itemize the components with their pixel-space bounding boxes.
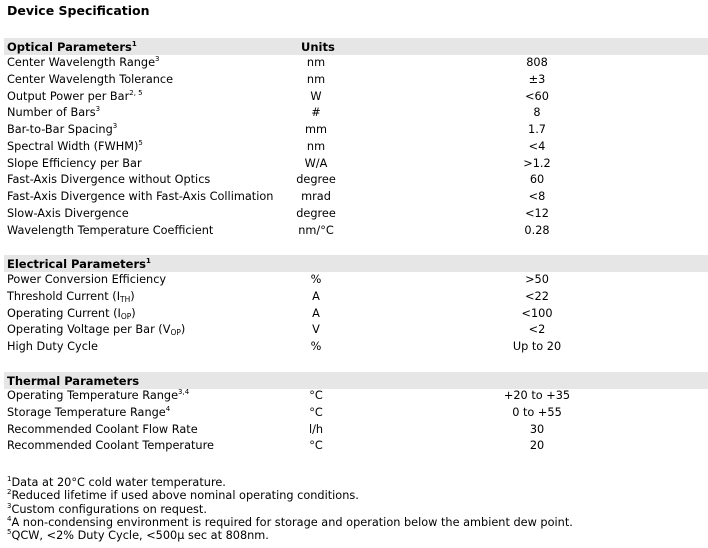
parameter-value: <8 bbox=[528, 190, 546, 203]
parameter-name bbox=[7, 190, 273, 203]
footnote-text: A non-condensing environment is required for storage and operation below the ambient dew point. bbox=[11, 515, 573, 529]
parameter-name bbox=[7, 406, 170, 419]
units-column-header: Units bbox=[301, 40, 335, 54]
section-title: Optical Parameters$^1$ bbox=[7, 40, 137, 54]
parameter-value: >50 bbox=[525, 273, 549, 286]
parameter-name bbox=[7, 90, 143, 103]
parameter-value: 808 bbox=[526, 56, 548, 69]
parameter-name bbox=[7, 307, 136, 320]
parameter-value: >1.2 bbox=[523, 156, 551, 170]
footnote-ref: 2, 5 bbox=[129, 88, 143, 97]
parameter-name bbox=[7, 73, 173, 86]
table-row bbox=[4, 272, 708, 288]
parameter-label: Spectral Width (FWHM) bbox=[7, 139, 139, 153]
parameter-value: 30 bbox=[529, 422, 545, 436]
parameter-label: Fast-Axis Divergence without Optics bbox=[7, 173, 211, 187]
footnote bbox=[7, 489, 359, 502]
footnote bbox=[7, 503, 207, 516]
footnote-ref: 4 bbox=[165, 404, 171, 413]
parameter-unit: W/A bbox=[304, 156, 328, 170]
parameter-name bbox=[7, 173, 210, 186]
parameter-label: Slow-Axis Divergence bbox=[7, 206, 129, 220]
parameter-unit: % bbox=[310, 273, 322, 286]
footnote-text: Custom configurations on request. bbox=[11, 502, 207, 516]
parameter-label: Recommended Coolant Temperature bbox=[7, 439, 214, 453]
parameter-unit: V bbox=[312, 323, 320, 337]
parameter-name bbox=[7, 123, 117, 136]
table-row bbox=[4, 189, 708, 205]
table-row bbox=[4, 139, 708, 155]
table-row bbox=[4, 72, 708, 88]
parameter-label: Recommended Coolant Flow Rate bbox=[7, 422, 198, 436]
parameter-label: Bar-to-Bar Spacing bbox=[7, 123, 113, 136]
parameter-unit: nm bbox=[306, 72, 326, 86]
parameter-name bbox=[7, 207, 129, 220]
table-row bbox=[4, 89, 708, 105]
footnote bbox=[7, 476, 226, 489]
parameter-label: Operating Voltage per Bar (V bbox=[7, 323, 171, 337]
footnote-ref: 3 bbox=[155, 55, 160, 63]
parameter-label: Operating Temperature Range bbox=[7, 389, 179, 402]
parameter-suffix: ) bbox=[130, 289, 135, 303]
parameter-name bbox=[7, 323, 185, 336]
parameter-value: <22 bbox=[525, 289, 549, 303]
table-row bbox=[4, 223, 708, 239]
parameter-label: Threshold Current (I bbox=[7, 289, 121, 303]
footnote-ref: 5 bbox=[138, 138, 143, 147]
parameter-unit: nm bbox=[306, 56, 326, 69]
parameter-value: 0 to +55 bbox=[512, 405, 562, 419]
parameter-label: Operating Current (I bbox=[7, 306, 121, 320]
table-row bbox=[4, 405, 708, 421]
footnote-number: 1 bbox=[7, 475, 12, 483]
section-title: Electrical Parameters$^1$ bbox=[7, 257, 151, 271]
parameter-value: 1.7 bbox=[528, 123, 546, 136]
table-row bbox=[4, 55, 708, 71]
table-row bbox=[4, 339, 708, 355]
parameter-name bbox=[7, 157, 142, 170]
parameter-value: 8 bbox=[533, 106, 541, 120]
footnote-ref: 3 bbox=[95, 105, 101, 114]
parameter-unit: °C bbox=[309, 389, 323, 402]
table-row bbox=[4, 172, 708, 188]
parameter-value: +20 to +35 bbox=[503, 389, 571, 402]
parameter-name bbox=[7, 389, 189, 402]
table-row bbox=[4, 105, 708, 121]
parameter-unit: °C bbox=[309, 439, 323, 453]
parameter-label: Wavelength Temperature Coefficient bbox=[7, 223, 214, 237]
parameter-suffix: ) bbox=[180, 323, 186, 337]
parameter-unit: A bbox=[312, 306, 320, 320]
parameter-label: Number of Bars bbox=[7, 106, 96, 120]
parameter-value: 60 bbox=[529, 173, 545, 187]
parameter-label: Storage Temperature Range bbox=[7, 405, 166, 419]
electrical-section-header bbox=[4, 255, 708, 272]
parameter-unit: nm bbox=[306, 139, 326, 153]
parameter-subscript: TH bbox=[120, 294, 131, 304]
parameter-unit: A bbox=[312, 289, 320, 303]
table-row bbox=[4, 156, 708, 172]
table-row bbox=[4, 306, 708, 322]
footnote bbox=[7, 529, 269, 542]
optical-section-header bbox=[4, 38, 708, 55]
parameter-unit: degree bbox=[296, 173, 336, 187]
parameter-unit: W bbox=[310, 89, 322, 103]
footnote-text: Reduced lifetime if used above nominal operating conditions. bbox=[11, 489, 359, 503]
parameter-name bbox=[7, 106, 100, 119]
parameter-value: 0.28 bbox=[524, 223, 550, 237]
footnote-number: 5 bbox=[7, 528, 12, 537]
parameter-value: <100 bbox=[521, 306, 553, 320]
parameter-label: Slope Efficiency per Bar bbox=[7, 156, 142, 170]
parameter-label: Power Conversion Efficiency bbox=[7, 273, 167, 286]
table-row bbox=[4, 206, 708, 222]
parameter-name bbox=[7, 140, 143, 153]
parameter-unit: nm/°C bbox=[298, 223, 334, 237]
parameter-unit: mrad bbox=[301, 190, 331, 203]
parameter-label: Center Wavelength Tolerance bbox=[7, 72, 174, 86]
footnote bbox=[7, 516, 573, 529]
parameter-value: <4 bbox=[528, 139, 546, 153]
parameter-name bbox=[7, 224, 213, 237]
footnote-ref: 3,4 bbox=[178, 388, 190, 396]
table-row bbox=[4, 388, 708, 404]
parameter-unit: degree bbox=[296, 206, 336, 220]
parameter-value: Up to 20 bbox=[512, 340, 562, 353]
parameter-unit: °C bbox=[309, 405, 323, 419]
parameter-name bbox=[7, 273, 166, 286]
parameter-unit: l/h bbox=[308, 422, 324, 436]
parameter-label: Fast-Axis Divergence with Fast-Axis Collimation bbox=[7, 190, 274, 203]
table-row bbox=[4, 438, 708, 454]
parameter-name bbox=[7, 423, 198, 436]
parameter-value: 20 bbox=[529, 439, 545, 453]
parameter-name bbox=[7, 439, 214, 452]
parameter-label: High Duty Cycle bbox=[7, 340, 98, 353]
thermal-section-header bbox=[4, 372, 708, 389]
parameter-unit: % bbox=[310, 340, 322, 353]
section-title: Thermal Parameters bbox=[7, 374, 140, 388]
footnote-text: Data at 20°C cold water temperature. bbox=[11, 476, 226, 489]
parameter-name bbox=[7, 290, 135, 303]
footnote-text: QCW, <2% Duty Cycle, <500μ sec at 808nm. bbox=[11, 529, 269, 543]
table-row bbox=[4, 122, 708, 138]
parameter-value: ±3 bbox=[528, 72, 546, 86]
table-row bbox=[4, 289, 708, 305]
parameter-unit: # bbox=[311, 106, 321, 120]
footnote-ref: 3 bbox=[112, 122, 118, 130]
parameter-value: <12 bbox=[525, 206, 549, 220]
parameter-suffix: ) bbox=[131, 306, 136, 320]
parameter-name bbox=[7, 56, 160, 69]
parameter-value: <60 bbox=[525, 89, 549, 103]
footnote-number: 3 bbox=[7, 501, 12, 510]
table-row bbox=[4, 322, 708, 338]
parameter-subscript: OP bbox=[170, 328, 181, 338]
parameter-name bbox=[7, 340, 98, 353]
page-title: Device Specification bbox=[7, 3, 150, 18]
footnote-number: 4 bbox=[7, 514, 12, 523]
parameter-unit: mm bbox=[304, 123, 327, 136]
table-row bbox=[4, 422, 708, 438]
parameter-label: Center Wavelength Range bbox=[7, 56, 156, 69]
footnote-number: 2 bbox=[7, 488, 12, 497]
parameter-label: Output Power per Bar bbox=[7, 89, 130, 103]
parameter-value: <2 bbox=[528, 323, 546, 337]
parameter-subscript: OP bbox=[120, 311, 132, 321]
